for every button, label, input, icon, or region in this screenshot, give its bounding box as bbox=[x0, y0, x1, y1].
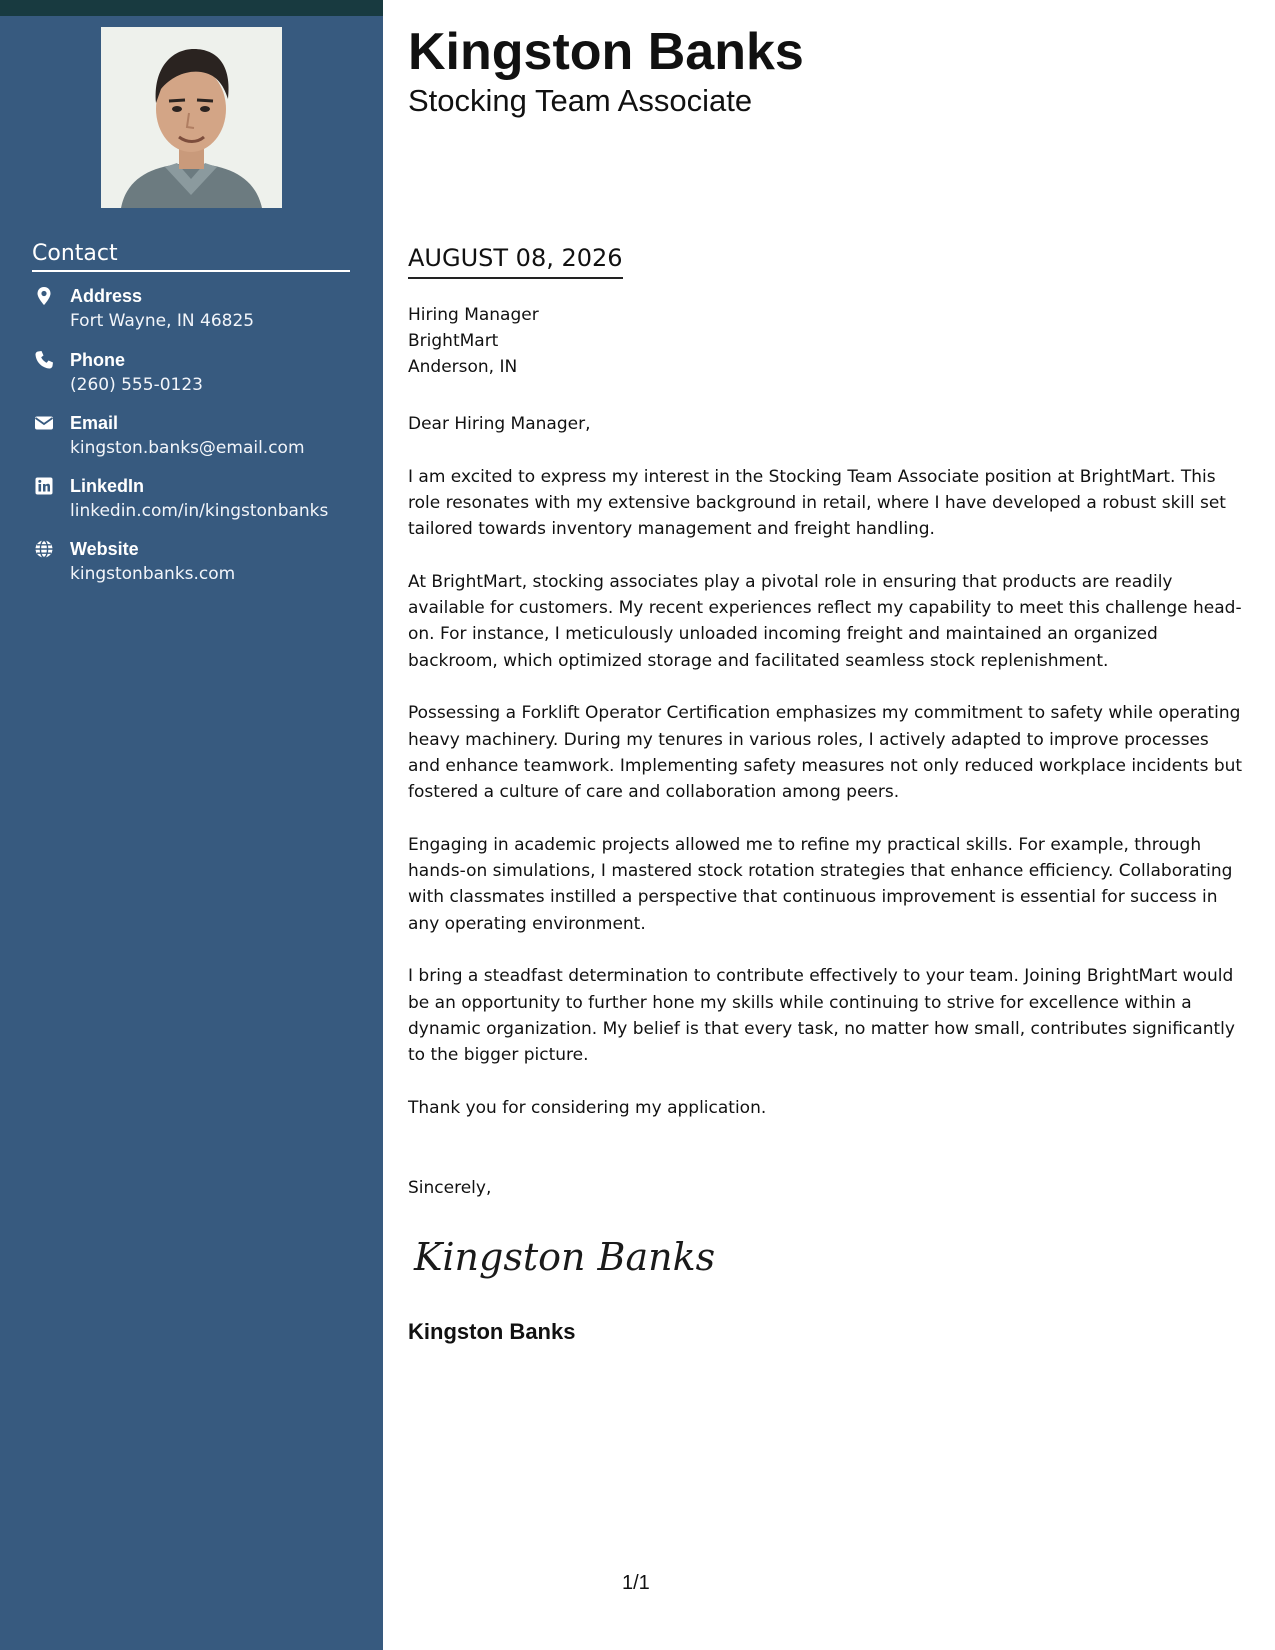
website-label: Website bbox=[70, 539, 139, 559]
signer-name: Kingston Banks bbox=[408, 1319, 576, 1344]
recipient-title: Hiring Manager bbox=[408, 305, 539, 325]
signature-text: Kingston Banks bbox=[414, 1235, 716, 1279]
applicant-name: Kingston Banks bbox=[408, 23, 804, 81]
page-number: 1/1 bbox=[622, 1572, 650, 1594]
body-paragraph: I bring a steadfast determination to contribute effectively to your team. Joining BrightMart would be an opportunity to further hone my skills while continuing to strive for excellence within a dynamic organization. My belief is that every task, no matter how small, contributes significantly to the bigger picture. bbox=[408, 966, 1235, 1066]
website-value: kingstonbanks.com bbox=[70, 564, 236, 584]
top-accent-bar bbox=[0, 0, 383, 16]
phone-value: (260) 555-0123 bbox=[70, 375, 203, 395]
job-title: Stocking Team Associate bbox=[408, 83, 753, 118]
body-paragraph: Engaging in academic projects allowed me to refine my practical skills. For example, through hands-on simulations, I mastered stock rotation strategies that enhance efficiency. Collaborating with classmates instilled a perspective that continuous improvement is essential for success in any operating environment. bbox=[408, 834, 1233, 934]
letter-date: AUGUST 08, 2026 bbox=[408, 243, 623, 279]
signature-image bbox=[412, 1228, 716, 1288]
envelope-icon bbox=[34, 413, 54, 433]
recipient-company: BrightMart bbox=[408, 331, 499, 351]
phone-icon bbox=[34, 350, 54, 370]
body-paragraph: I am excited to express my interest in the Stocking Team Associate position at BrightMart. This role resonates with my extensive background in retail, where I have developed a robust skill set tailored towards inventory management and freight handling. bbox=[408, 466, 1226, 540]
address-value: Fort Wayne, IN 46825 bbox=[70, 311, 255, 331]
linkedin-icon bbox=[34, 476, 54, 496]
globe-icon bbox=[34, 539, 54, 559]
linkedin-value: linkedin.com/in/kingstonbanks bbox=[70, 501, 329, 521]
body-paragraph: At BrightMart, stocking associates play a pivotal role in ensuring that products are readily available for customers. My recent experiences reflect my capability to meet this challenge head-on. For instance, I meticulously unloaded incoming freight and maintained an organized backroom, which optimized storage and facilitated seamless stock replenishment. bbox=[408, 571, 1242, 671]
email-label: Email bbox=[70, 413, 119, 433]
salutation: Dear Hiring Manager, bbox=[408, 414, 591, 434]
portrait-image bbox=[101, 27, 282, 208]
thank-you-line: Thank you for considering my application. bbox=[408, 1097, 767, 1118]
email-value: kingston.banks@email.com bbox=[70, 438, 305, 458]
profile-photo bbox=[101, 27, 282, 208]
body-paragraph: Possessing a Forklift Operator Certification emphasizes my commitment to safety while operating heavy machinery. During my tenures in various roles, I actively adapted to improve processes and enhance teamwork. Implementing safety measures not only reduced workplace incidents but fostered a culture of care and collaboration among peers. bbox=[408, 703, 1243, 803]
address-label: Address bbox=[70, 286, 143, 306]
phone-label: Phone bbox=[70, 350, 126, 370]
closing: Sincerely, bbox=[408, 1178, 492, 1198]
letter-body bbox=[408, 411, 1246, 1147]
recipient-block bbox=[408, 302, 539, 380]
contact-heading: Contact bbox=[32, 240, 350, 272]
recipient-location: Anderson, IN bbox=[408, 357, 518, 377]
location-pin-icon bbox=[34, 286, 54, 306]
linkedin-label: LinkedIn bbox=[70, 476, 145, 496]
